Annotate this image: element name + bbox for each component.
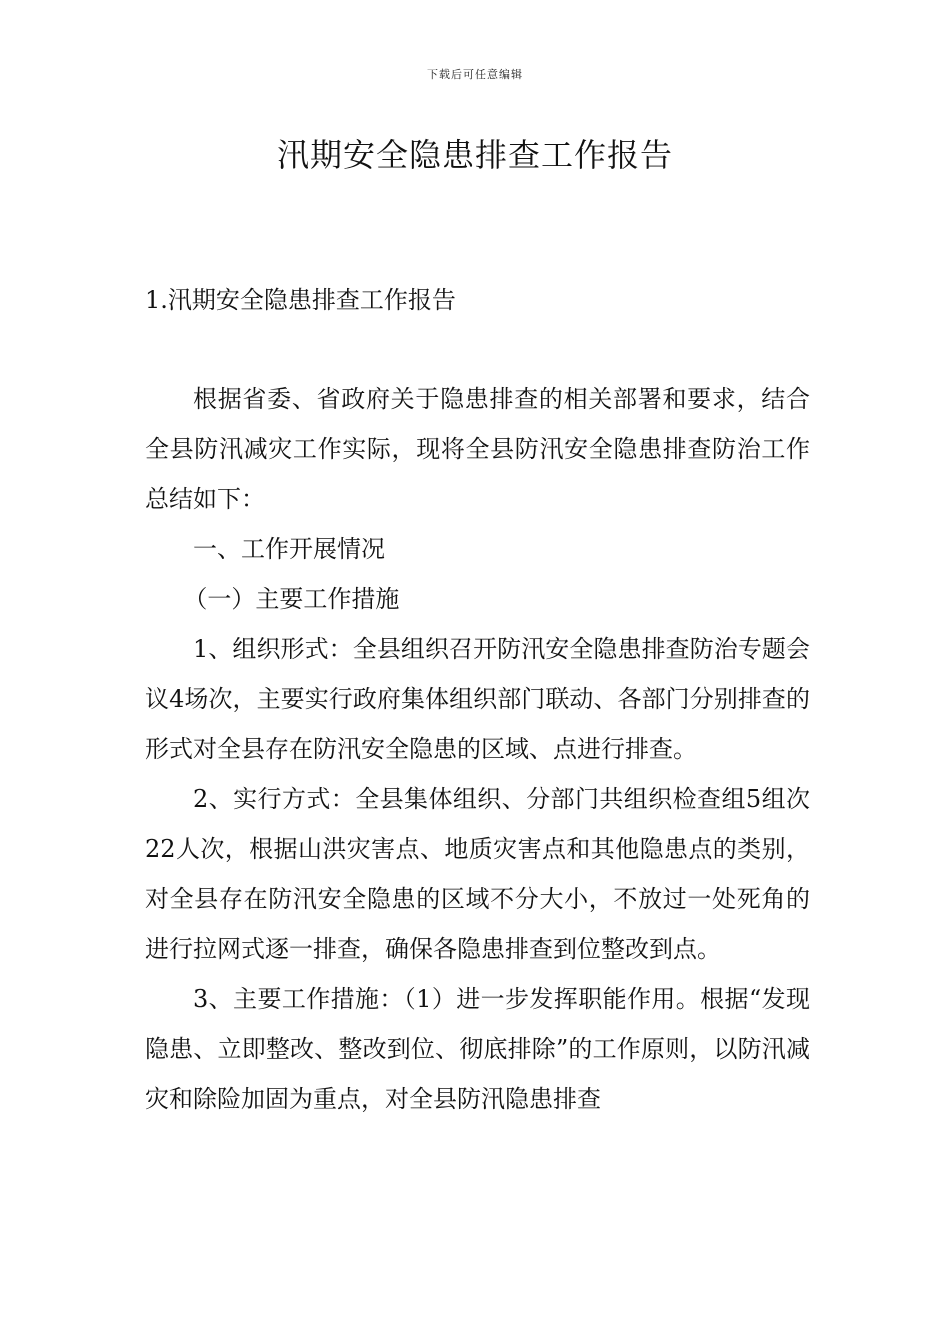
section-heading: 1.汛期安全隐患排查工作报告: [145, 286, 456, 314]
paragraph-item-3: 3、主要工作措施：（1）进一步发挥职能作用。根据“发现隐患、立即整改、整改到位、彻底排除”的工作原则，以防汛减灾和除险加固为重点，对全县防汛隐患排查: [145, 985, 810, 1113]
document-title: 汛期安全隐患排查工作报告: [276, 136, 673, 174]
header-note: 下载后可任意编辑: [427, 68, 523, 81]
document-body: [145, 374, 810, 1124]
paragraph-item-2: 2、实行方式：全县集体组织、分部门共组织检查组5组次22人次，根据山洪灾害点、地质灾害点和其他隐患点的类别，对全县存在防汛安全隐患的区域不分大小，不放过一处死角的进行拉网式逐一排查，确保各隐患排查到位整改到点。: [145, 785, 810, 963]
paragraph-subheading-1: （一）主要工作措施: [183, 585, 400, 613]
paragraph-heading-1: 一、工作开展情况: [193, 535, 385, 563]
paragraph-intro: 根据省委、省政府关于隐患排查的相关部署和要求，结合全县防汛减灾工作实际，现将全县防汛安全隐患排查防治工作总结如下：: [145, 385, 810, 513]
paragraph-item-1: 1、组织形式：全县组织召开防汛安全隐患排查防治专题会议4场次，主要实行政府集体组织部门联动、各部门分别排查的形式对全县存在防汛安全隐患的区域、点进行排查。: [145, 635, 810, 763]
